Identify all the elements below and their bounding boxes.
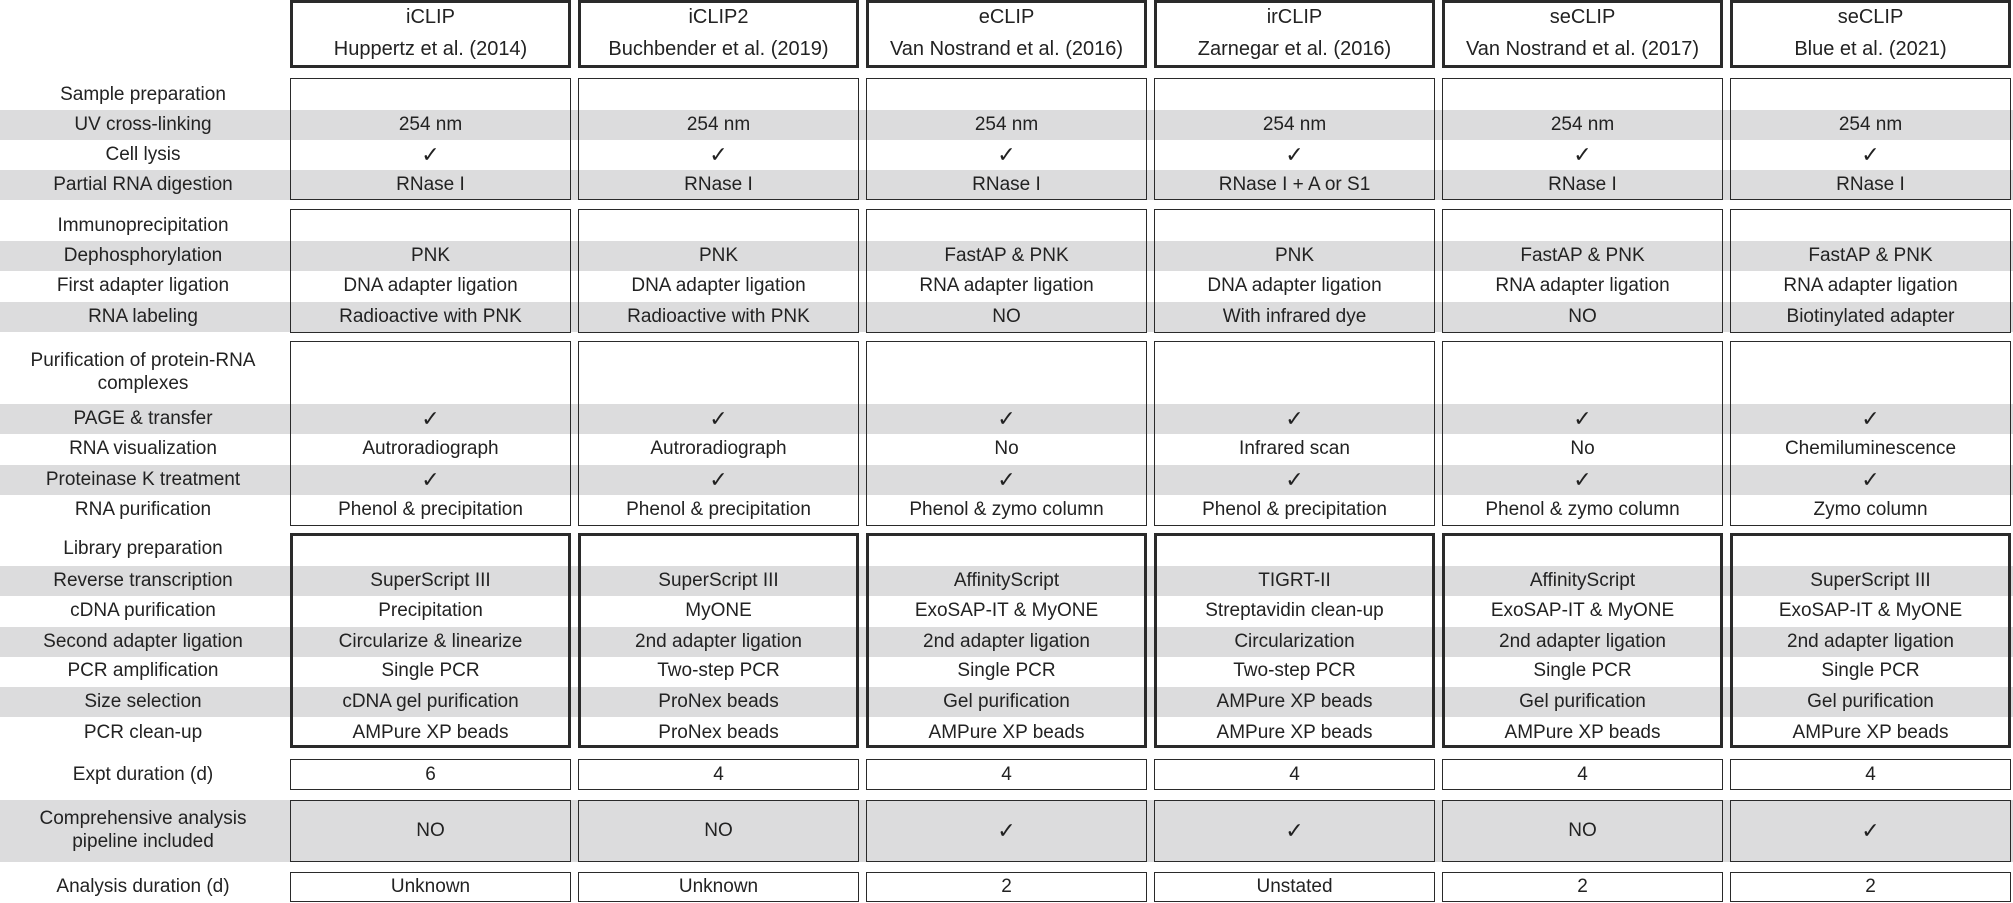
table-cell: FastAP & PNK xyxy=(1520,245,1645,266)
column-citation: Buchbender et al. (2019) xyxy=(608,38,829,60)
row-label: Immunoprecipitation xyxy=(57,215,229,236)
table-cell: Zymo column xyxy=(1813,499,1928,520)
table-cell: SuperScript III xyxy=(658,570,779,591)
check-icon: ✓ xyxy=(997,406,1016,431)
table-cell: 254 nm xyxy=(974,114,1039,135)
row-label: Size selection xyxy=(84,691,202,712)
table-cell: Circularize & linearize xyxy=(338,631,523,652)
table-cell: With infrared dye xyxy=(1222,306,1367,327)
table-cell: 254 nm xyxy=(686,114,751,135)
check-icon: ✓ xyxy=(421,467,440,492)
table-cell: AffinityScript xyxy=(1529,570,1636,591)
column-method: irCLIP xyxy=(1266,6,1323,28)
table-cell: Phenol & zymo column xyxy=(909,499,1104,520)
table-cell: NO xyxy=(416,820,445,841)
check-icon: ✓ xyxy=(1861,467,1880,492)
column-citation: Zarnegar et al. (2016) xyxy=(1197,38,1392,60)
table-cell: 4 xyxy=(1001,764,1012,785)
table-cell: 254 nm xyxy=(398,114,463,135)
row-label: Second adapter ligation xyxy=(43,631,243,652)
row-label: Expt duration (d) xyxy=(72,764,214,785)
table-cell: AMPure XP beads xyxy=(352,722,509,743)
column-method: iCLIP xyxy=(406,6,455,28)
row-label: Dephosphorylation xyxy=(63,245,223,266)
table-cell: NO xyxy=(1568,306,1597,327)
check-icon: ✓ xyxy=(421,142,440,167)
table-cell: AMPure XP beads xyxy=(1792,722,1949,743)
table-cell: 6 xyxy=(425,764,436,785)
table-cell: Radioactive with PNK xyxy=(627,306,810,327)
table-cell: 2 xyxy=(1865,876,1876,897)
check-icon: ✓ xyxy=(1285,142,1304,167)
check-icon: ✓ xyxy=(1861,142,1880,167)
table-cell: RNase I xyxy=(972,174,1041,195)
table-cell: Phenol & precipitation xyxy=(338,499,523,520)
table-cell: Gel purification xyxy=(1519,691,1646,712)
row-label: PCR amplification xyxy=(67,660,219,681)
table-cell: Two-step PCR xyxy=(1233,660,1356,681)
table-cell: Infrared scan xyxy=(1239,438,1350,459)
check-icon: ✓ xyxy=(709,406,728,431)
table-cell: RNA adapter ligation xyxy=(1495,275,1670,296)
table-cell: ExoSAP-IT & MyONE xyxy=(1490,600,1675,621)
table-cell: AMPure XP beads xyxy=(1216,691,1373,712)
table-cell: Autroradiograph xyxy=(650,438,787,459)
column-method: eCLIP xyxy=(978,6,1035,28)
check-icon: ✓ xyxy=(1861,406,1880,431)
table-cell: RNA adapter ligation xyxy=(1783,275,1958,296)
row-label: Partial RNA digestion xyxy=(53,174,233,195)
check-icon: ✓ xyxy=(709,142,728,167)
row-label: PAGE & transfer xyxy=(73,408,213,429)
table-cell: Biotinylated adapter xyxy=(1786,306,1955,327)
table-cell: ProNex beads xyxy=(658,691,779,712)
check-icon: ✓ xyxy=(997,142,1016,167)
row-label: Sample preparation xyxy=(60,84,226,105)
table-cell: 254 nm xyxy=(1838,114,1903,135)
table-cell: 254 nm xyxy=(1262,114,1327,135)
table-cell: SuperScript III xyxy=(1810,570,1931,591)
table-cell: RNase I xyxy=(1548,174,1617,195)
table-cell: Two-step PCR xyxy=(657,660,780,681)
table-cell: 254 nm xyxy=(1550,114,1615,135)
table-cell: 4 xyxy=(1289,764,1300,785)
table-cell: DNA adapter ligation xyxy=(1207,275,1382,296)
row-label: UV cross-linking xyxy=(74,114,212,135)
table-cell: AffinityScript xyxy=(953,570,1060,591)
table-cell: Autroradiograph xyxy=(362,438,499,459)
table-cell: Single PCR xyxy=(957,660,1056,681)
row-label: RNA purification xyxy=(74,499,212,520)
table-cell: cDNA gel purification xyxy=(342,691,519,712)
table-cell: DNA adapter ligation xyxy=(343,275,518,296)
check-icon: ✓ xyxy=(997,467,1016,492)
table-cell: ExoSAP-IT & MyONE xyxy=(1778,600,1963,621)
row-label: Purification of protein-RNA complexes xyxy=(30,350,256,394)
row-label: RNA visualization xyxy=(69,438,217,459)
table-cell: Unknown xyxy=(678,876,759,897)
row-label: Reverse transcription xyxy=(53,570,233,591)
check-icon: ✓ xyxy=(1573,406,1592,431)
table-cell: Single PCR xyxy=(1533,660,1632,681)
table-cell: Unknown xyxy=(390,876,471,897)
check-icon: ✓ xyxy=(709,467,728,492)
table-cell: Single PCR xyxy=(381,660,480,681)
table-cell: RNase I xyxy=(684,174,753,195)
table-cell: 2 xyxy=(1577,876,1588,897)
row-label: Comprehensive analysis pipeline included xyxy=(39,808,247,852)
check-icon: ✓ xyxy=(1573,142,1592,167)
table-cell: Unstated xyxy=(1256,876,1333,897)
column-method: seCLIP xyxy=(1549,6,1616,28)
column-method: seCLIP xyxy=(1837,6,1904,28)
table-cell: 2 xyxy=(1001,876,1012,897)
table-cell: 4 xyxy=(1865,764,1876,785)
table-cell: PNK xyxy=(1274,245,1315,266)
table-cell: ProNex beads xyxy=(658,722,779,743)
column-citation: Van Nostrand et al. (2017) xyxy=(1465,38,1700,60)
table-cell: 2nd adapter ligation xyxy=(923,631,1090,652)
table-cell: Chemiluminescence xyxy=(1784,438,1957,459)
check-icon: ✓ xyxy=(1573,467,1592,492)
column-citation: Blue et al. (2021) xyxy=(1794,38,1947,60)
table-cell: FastAP & PNK xyxy=(944,245,1069,266)
table-cell: No xyxy=(994,438,1019,459)
table-cell: 4 xyxy=(1577,764,1588,785)
table-cell: Gel purification xyxy=(1807,691,1934,712)
table-cell: 2nd adapter ligation xyxy=(1787,631,1954,652)
table-cell: Streptavidin clean-up xyxy=(1205,600,1384,621)
table-cell: Precipitation xyxy=(378,600,483,621)
table-cell: Phenol & precipitation xyxy=(626,499,811,520)
table-cell: DNA adapter ligation xyxy=(631,275,806,296)
column-method: iCLIP2 xyxy=(688,6,749,28)
table-cell: 2nd adapter ligation xyxy=(635,631,802,652)
table-cell: 4 xyxy=(713,764,724,785)
table-cell: RNase I xyxy=(396,174,465,195)
table-cell: RNase I + A or S1 xyxy=(1218,174,1371,195)
table-cell: SuperScript III xyxy=(370,570,491,591)
table-cell: Gel purification xyxy=(943,691,1070,712)
table-cell: ExoSAP-IT & MyONE xyxy=(914,600,1099,621)
table-cell: AMPure XP beads xyxy=(1216,722,1373,743)
table-cell: 2nd adapter ligation xyxy=(1499,631,1666,652)
row-label: Analysis duration (d) xyxy=(56,876,230,897)
row-label: RNA labeling xyxy=(88,306,198,327)
table-cell: NO xyxy=(992,306,1021,327)
table-cell: RNA adapter ligation xyxy=(919,275,1094,296)
table-cell: NO xyxy=(1568,820,1597,841)
row-label: PCR clean-up xyxy=(83,722,203,743)
table-cell: Phenol & zymo column xyxy=(1485,499,1680,520)
table-cell: AMPure XP beads xyxy=(928,722,1085,743)
check-icon: ✓ xyxy=(1285,818,1304,843)
column-citation: Van Nostrand et al. (2016) xyxy=(889,38,1124,60)
check-icon: ✓ xyxy=(997,818,1016,843)
check-icon: ✓ xyxy=(421,406,440,431)
row-label: cDNA purification xyxy=(70,600,216,621)
check-icon: ✓ xyxy=(1285,406,1304,431)
table-cell: PNK xyxy=(410,245,451,266)
table-cell: TIGRT-II xyxy=(1258,570,1331,591)
table-cell: MyONE xyxy=(685,600,752,621)
check-icon: ✓ xyxy=(1285,467,1304,492)
table-cell: No xyxy=(1570,438,1595,459)
table-cell: Phenol & precipitation xyxy=(1202,499,1387,520)
table-cell: Radioactive with PNK xyxy=(339,306,522,327)
table-cell: AMPure XP beads xyxy=(1504,722,1661,743)
column-citation: Huppertz et al. (2014) xyxy=(333,38,528,60)
check-icon: ✓ xyxy=(1861,818,1880,843)
row-label: Proteinase K treatment xyxy=(45,469,241,490)
table-cell: FastAP & PNK xyxy=(1808,245,1933,266)
table-cell: NO xyxy=(704,820,733,841)
row-label: Library preparation xyxy=(63,538,223,559)
table-cell: Single PCR xyxy=(1821,660,1920,681)
row-label: First adapter ligation xyxy=(56,275,230,296)
row-label: Cell lysis xyxy=(105,144,181,165)
table-cell: PNK xyxy=(698,245,739,266)
table-cell: Circularization xyxy=(1234,631,1355,652)
table-cell: RNase I xyxy=(1836,174,1905,195)
